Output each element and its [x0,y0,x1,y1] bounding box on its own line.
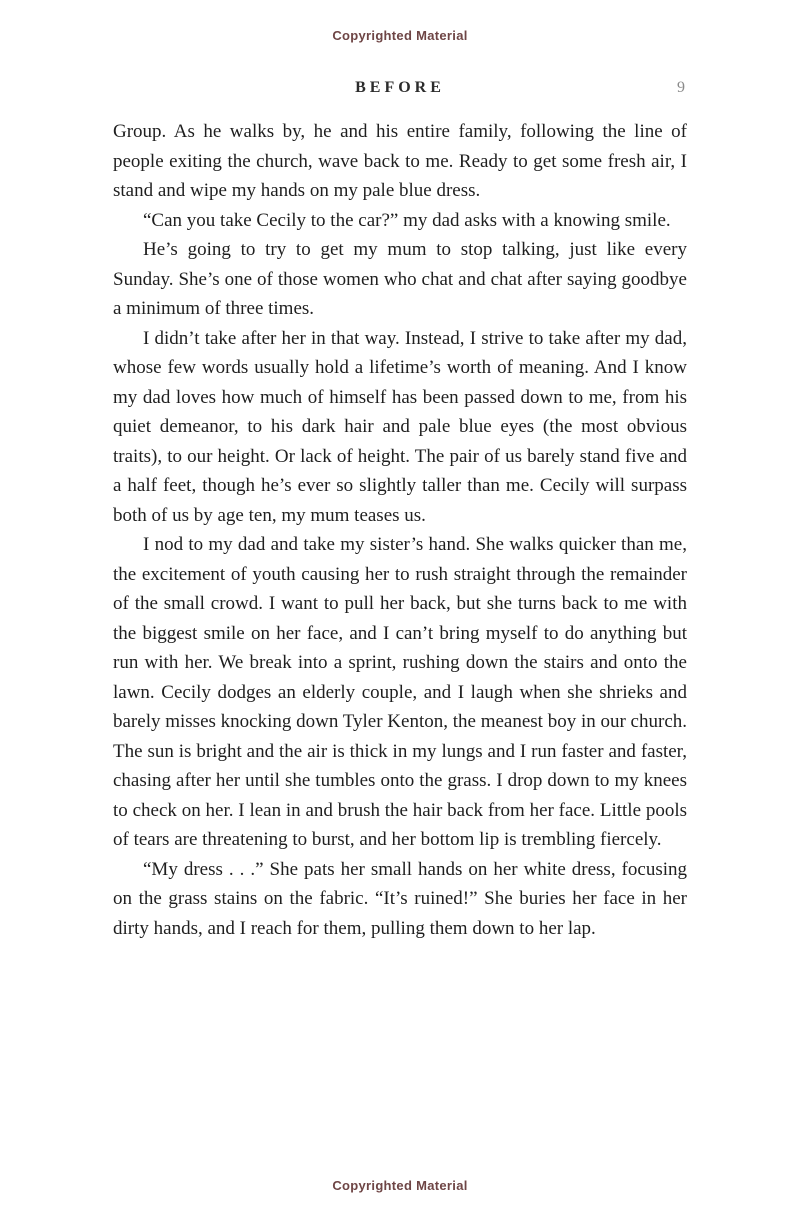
paragraph-6: “My dress . . .” She pats her small hands on her white dress, focusing on the grass stains on the fabric. “It’s ruined!” She buries her face in her dirty hands, and I reach for them, pulling them down to her lap. [113,858,687,939]
copyright-notice-top: Copyrighted Material [332,28,468,43]
page-number: 9 [677,79,685,96]
paragraph-1: Group. As he walks by, he and his entire family, following the line of people exiting the church, wave back to me. Ready to get some fresh air, I stand and wipe my hands on my pale blue dress. [113,121,687,201]
page-header [113,79,687,101]
paragraph-2: “Can you take Cecily to the car?” my dad asks with a knowing smile. [143,209,671,231]
page-body [113,117,687,943]
paragraph-5: I nod to my dad and take my sister’s hand. She walks quicker than me, the excitement of youth causing her to rush straight through the remainder of the small crowd. I want to pull her back, but she turns back to me with the biggest smile on her face, and I can’t bring myself to do anything but run with her. We break into a sprint, rushing down the stairs and onto the lawn. Cecily dodges an elderly couple, and I laugh when she shrieks and barely misses knocking down Tyler Kenton, the meanest boy in our church. The sun is bright and the air is thick in my lungs and I run faster and faster, chasing after her until she tumbles onto the grass. I drop down to my knees to check on her. I lean in and brush the hair back from her face. Little pools of tears are threatening to burst, and her bottom lip is trembling fiercely. [113,534,687,850]
copyright-notice-bottom: Copyrighted Material [332,1178,468,1193]
paragraph-3: He’s going to try to get my mum to stop talking, just like every Sunday. She’s one of those women who chat and chat after saying goodbye a minimum of three times. [113,239,687,319]
chapter-title: BEFORE [355,79,445,96]
paragraph-4: I didn’t take after her in that way. Instead, I strive to take after my dad, whose few words usually hold a lifetime’s worth of meaning. And I know my dad loves how much of himself has been passed down to me, from his quiet demeanor, to his dark hair and pale blue eyes (the most obvious traits), to our height. Or lack of height. The pair of us barely stand five and a half feet, though he’s ever so slightly taller than me. Cecily will surpass both of us by age ten, my mum teases us. [113,327,687,526]
